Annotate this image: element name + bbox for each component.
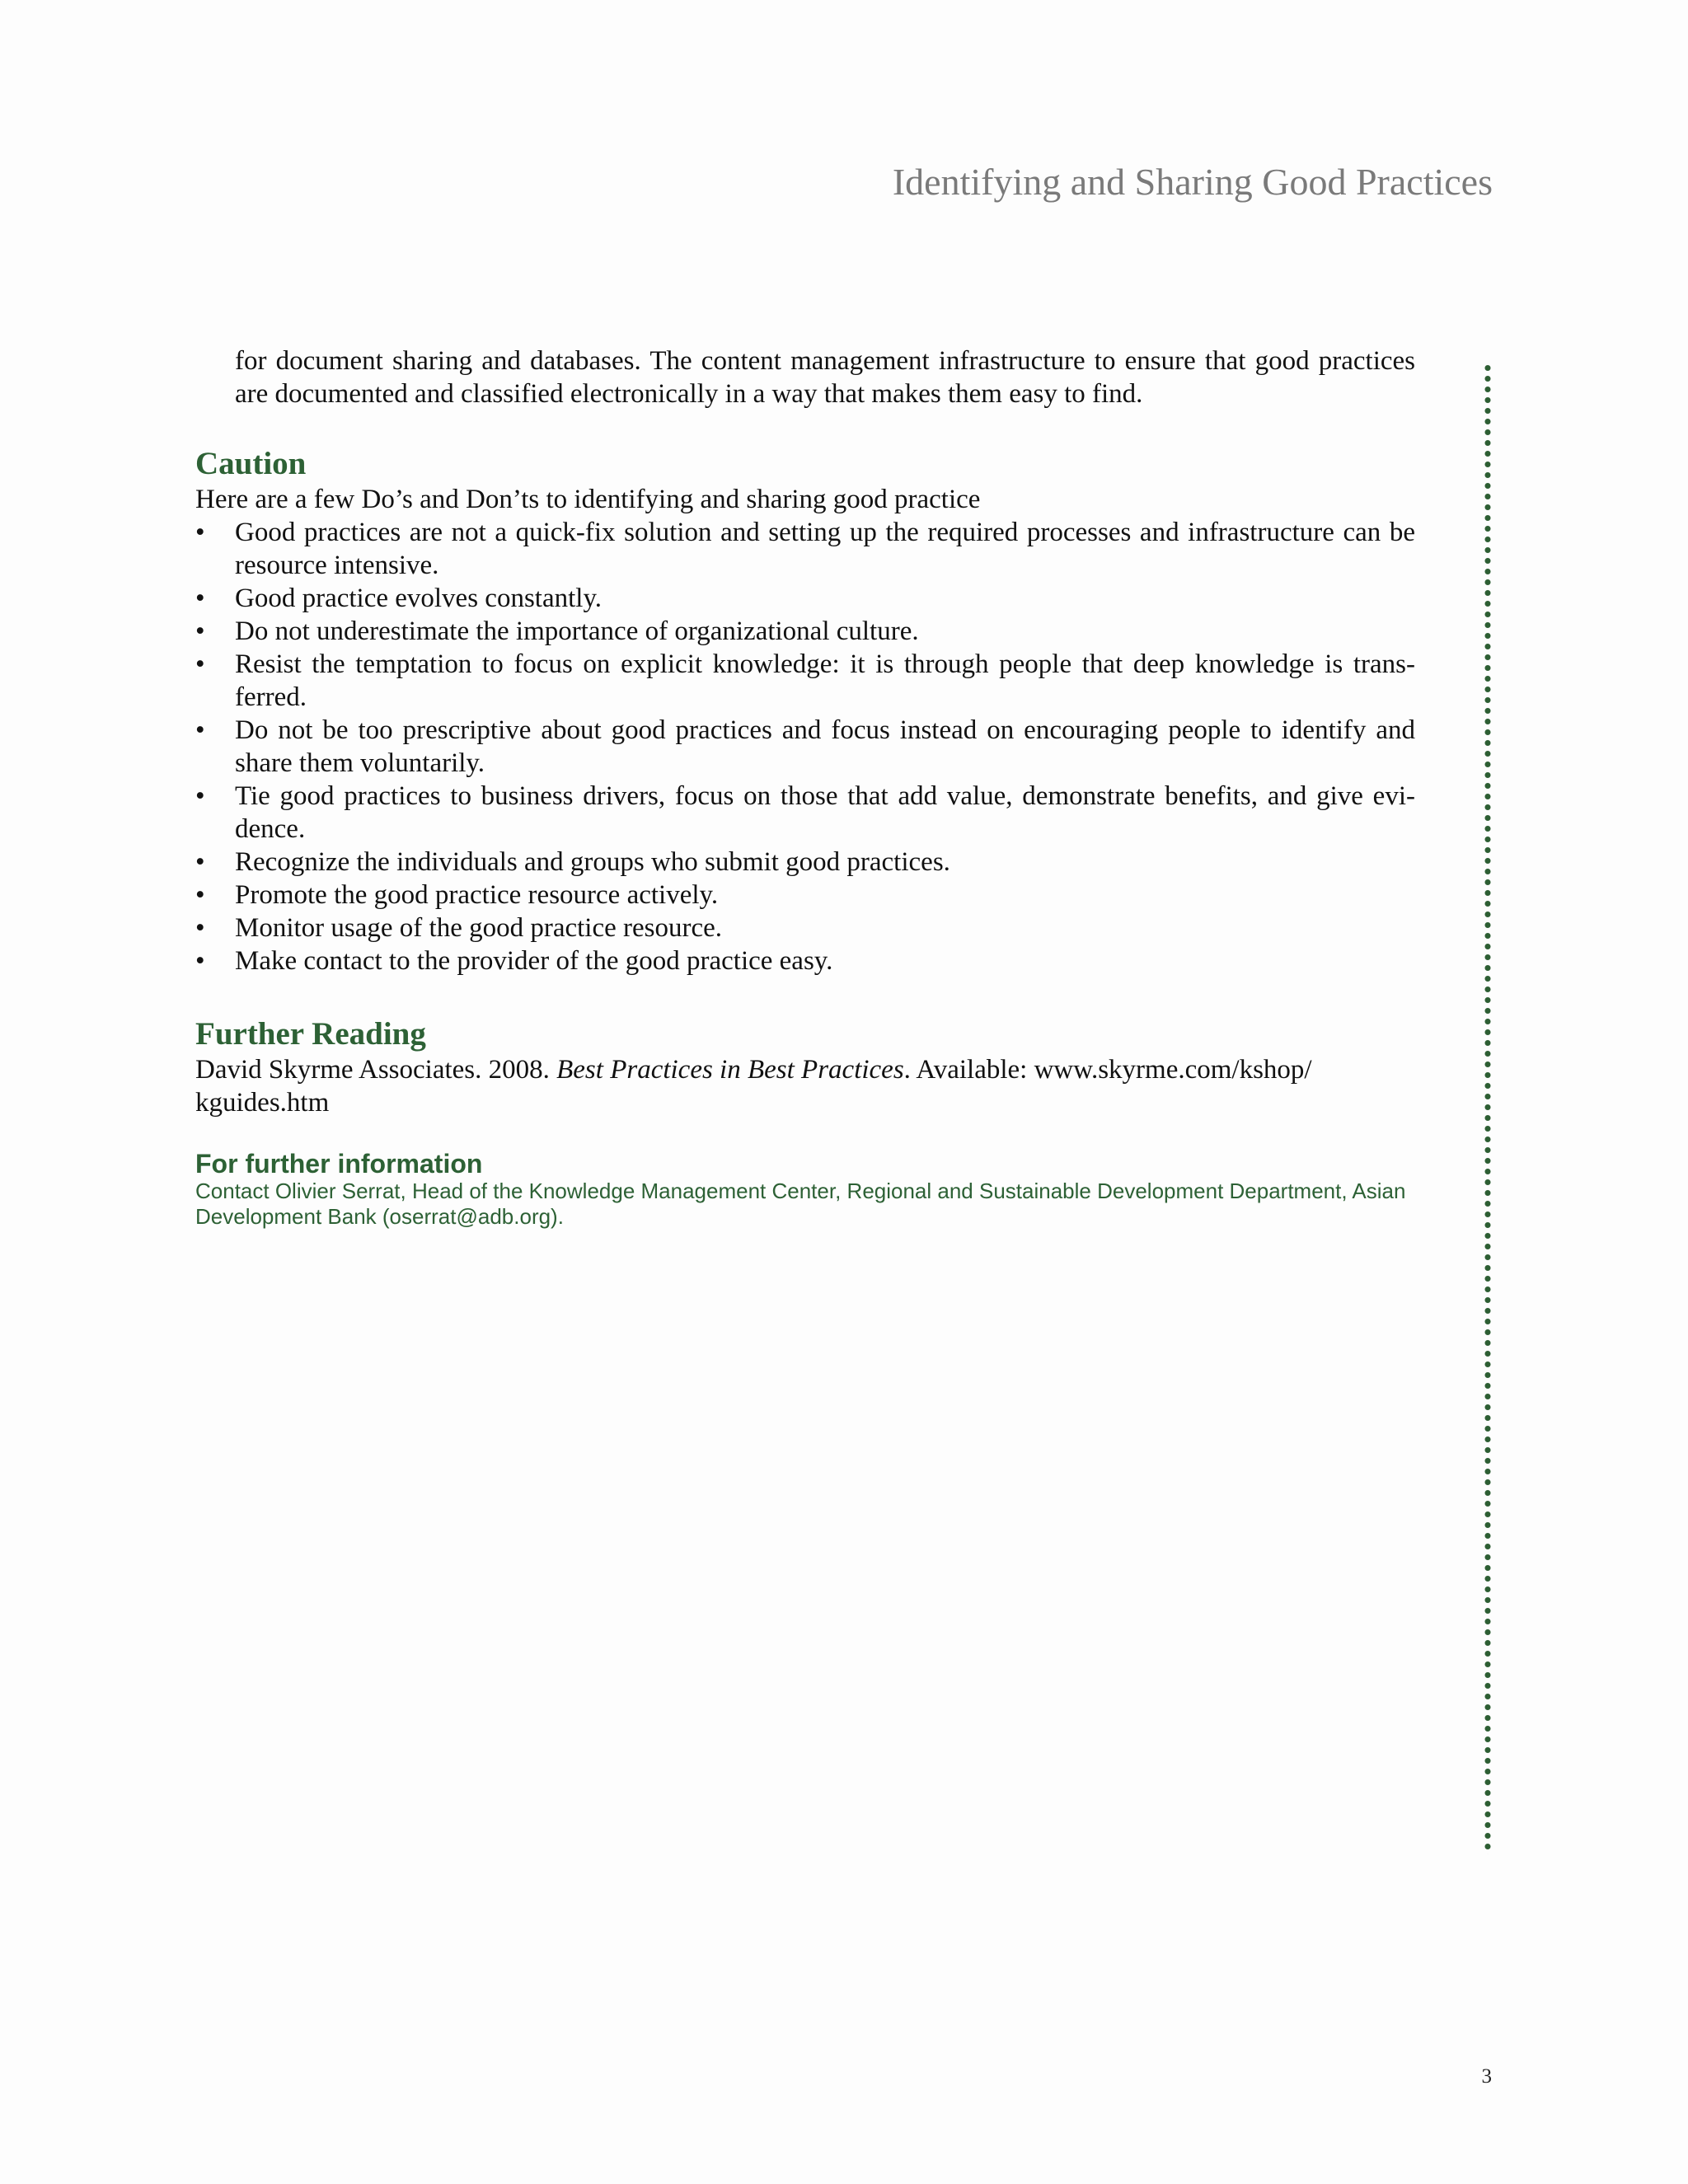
further-information-heading: For further information	[195, 1149, 483, 1179]
list-item	[195, 648, 1415, 714]
bullet-mark: •	[195, 649, 205, 679]
reference-title: Best Practices in Best Practices	[556, 1055, 904, 1085]
list-item	[195, 846, 1415, 879]
bullet-mark: •	[195, 518, 205, 547]
reference-availability: . Available: www.skyrme.com/kshop/ kguides.htm	[195, 1055, 1312, 1118]
bullet-mark: •	[195, 715, 205, 745]
running-header-title: Identifying and Sharing Good Practices	[892, 161, 1493, 203]
caution-intro: Here are a few Do’s and Don’ts to identifying and sharing good practice	[195, 485, 981, 514]
list-item-text: Do not underestimate the importance of organizational culture.	[235, 616, 919, 646]
list-item	[195, 879, 1415, 912]
list-item	[195, 516, 1415, 582]
list-item-text: Recognize the individuals and groups who submit good practices.	[235, 847, 950, 877]
list-item	[195, 582, 1415, 615]
bullet-mark: •	[195, 616, 205, 646]
continuation-paragraph: for document sharing and databases. The content management infrastructure to ensure that good practices are documented and classified electronically in a way that makes them easy to find.	[235, 346, 1415, 409]
dotted-margin-rule	[1484, 363, 1491, 1854]
list-item-text: Tie good practices to business drivers, focus on those that add value, demonstrate benefits, and give evidence.	[235, 781, 1415, 844]
page-number: 3	[1481, 2065, 1492, 2088]
page-content	[195, 344, 1415, 1230]
further-information-text: Contact Olivier Serrat, Head of the Knowledge Management Center, Regional and Sustainable Development Department, Asian Development Bank (oserrat@adb.org).	[195, 1179, 1406, 1229]
list-item	[195, 780, 1415, 846]
list-item-text: Monitor usage of the good practice resource.	[235, 913, 723, 943]
reference-author: David Skyrme Associates. 2008.	[195, 1055, 557, 1085]
bullet-mark: •	[195, 583, 205, 613]
list-item	[195, 944, 1415, 977]
list-item	[195, 714, 1415, 780]
list-item-text: Do not be too prescriptive about good practices and focus instead on encouraging people to identify and share them voluntarily.	[235, 715, 1415, 778]
bullet-mark: •	[195, 913, 205, 943]
list-item-text: Resist the temptation to focus on explicit knowledge: it is through people that deep knowledge is transferred.	[235, 649, 1415, 712]
list-item-text: Promote the good practice resource actively.	[235, 880, 719, 910]
list-item-text: Make contact to the provider of the good practice easy.	[235, 946, 833, 976]
bullet-mark: •	[195, 880, 205, 910]
list-item-text: Good practice evolves constantly.	[235, 583, 603, 613]
bullet-mark: •	[195, 946, 205, 976]
list-item-text: Good practices are not a quick-fix solution and setting up the required processes and infrastructure can be resource intensive.	[235, 518, 1415, 580]
caution-list	[195, 516, 1415, 977]
list-item	[195, 615, 1415, 648]
caution-heading: Caution	[195, 446, 307, 481]
bullet-mark: •	[195, 781, 205, 811]
further-reading-reference	[195, 1053, 1349, 1119]
bullet-mark: •	[195, 847, 205, 877]
list-item	[195, 912, 1415, 944]
further-reading-heading: Further Reading	[195, 1016, 426, 1052]
